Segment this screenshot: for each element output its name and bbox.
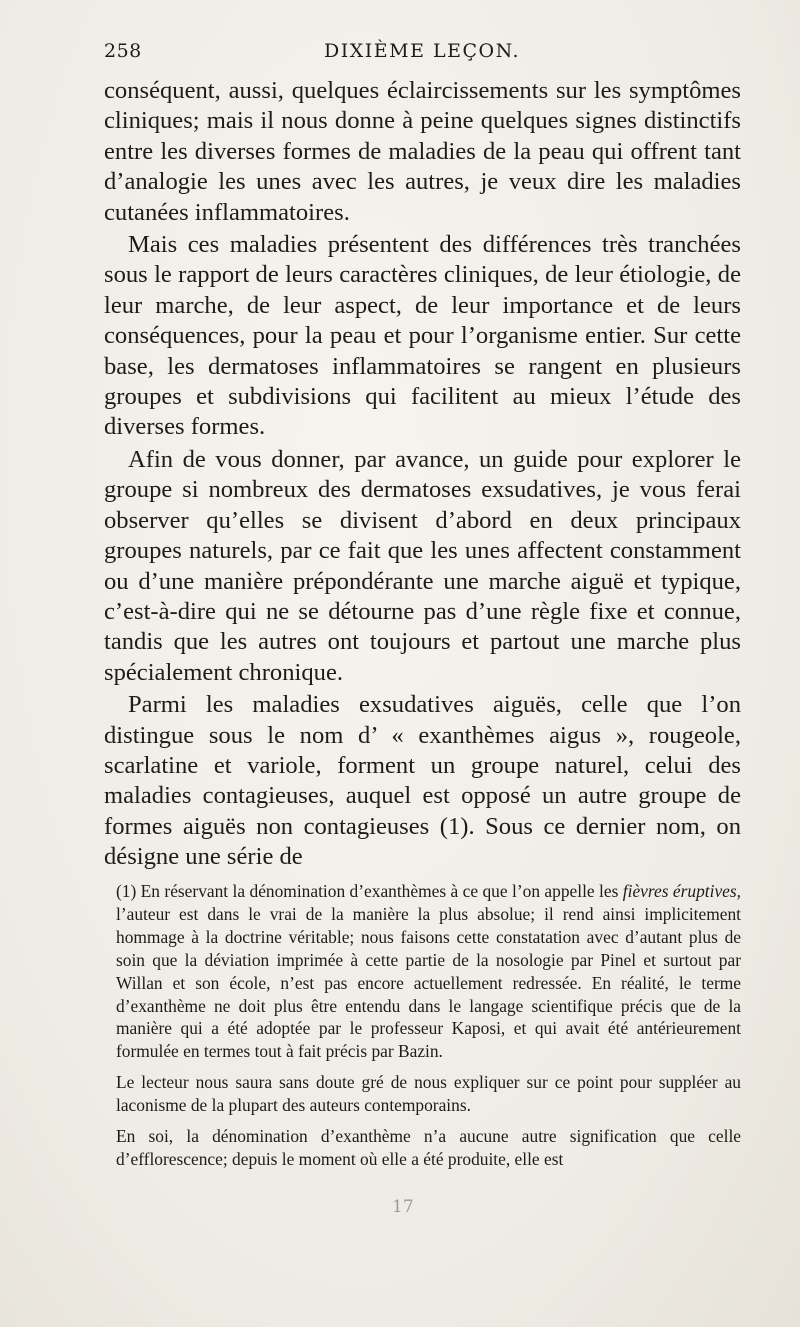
signature-mark: 17	[392, 1197, 414, 1217]
footnote-2: Le lecteur nous saura sans doute gré de nous expliquer sur ce point pour suppléer au laconisme de la plupart des auteurs contemporains.	[116, 1072, 741, 1116]
main-text	[104, 76, 741, 875]
running-head: DIXIÈME LEÇON.	[323, 40, 521, 62]
paragraph-1: conséquent, aussi, quelques éclaircissements sur les symptômes cliniques; mais il nous donne à peine quelques signes distinctifs entre les diverses formes de maladies de la peau qui offrent tant d’analogie les unes avec les autres, je veux dire les maladies cutanées inflammatoires.	[104, 77, 741, 226]
paragraph-2: Mais ces maladies présentent des différences très tranchées sous le rapport de leurs caractères cliniques, de leur étiologie, de leur marche, de leur aspect, de leur importance et de leurs conséquences, pour la peau et pour l’organisme entier. Sur cette base, les dermatoses inflammatoires se rangent en plusieurs groupes et subdivisions qui facilitent au mieux l’étude des diverses formes.	[104, 231, 741, 441]
paragraph-4: Parmi les maladies exsudatives aiguës, celle que l’on distingue sous le nom d’ « exanthèmes aigus », rougeole, scarlatine et variole, forment un groupe naturel, celui des maladies contagieuses, auquel est opposé un autre groupe de formes aiguës non contagieuses (1). Sous ce dernier nom, on désigne une série de	[104, 691, 741, 871]
footnote-3: En soi, la dénomination d’exanthème n’a aucune autre signification que celle d’efflorescence; depuis le moment où elle a été produite, elle est	[116, 1126, 741, 1169]
footnote-1-italic: fièvres éruptives,	[622, 881, 742, 901]
footnotes	[116, 880, 741, 1179]
paragraph-3: Afin de vous donner, par avance, un guide pour explorer le groupe si nombreux des dermatoses exsudatives, je vous ferai observer qu’elles se divisent d’abord en deux principaux groupes naturels, par ce fait que les unes affectent constamment ou d’une manière prépondérante une marche aiguë et typique, c’est-à-dire qui ne se détourne pas d’une règle fixe et connue, tandis que les autres ont toujours et partout une marche plus spécialement chronique.	[104, 445, 741, 686]
footnote-1-start: (1) En réservant la dénomination d’exanthèmes à ce que l’on appelle les	[116, 881, 619, 901]
page-header	[104, 40, 740, 66]
footnote-1-rest: l’auteur est dans le vrai de la manière la plus absolue; il rend ainsi implicitement hommage à la doctrine véritable; nous faisons cette constatation avec d’autant plus de soin que la déviation imprimée à cette partie de la nosologie par Pinel et surtout par Willan et son école, n’est pas encore actuellement redressée. En réalité, le terme d’exanthème ne doit plus être entendu dans le langage scientifique précis que de la manière qui a été adoptée par le professeur Kaposi, et qui avait été antérieurement formulée en termes tout à fait précis par Bazin.	[116, 903, 741, 1062]
page-number: 258	[104, 40, 142, 62]
footnote-1	[116, 880, 741, 1063]
